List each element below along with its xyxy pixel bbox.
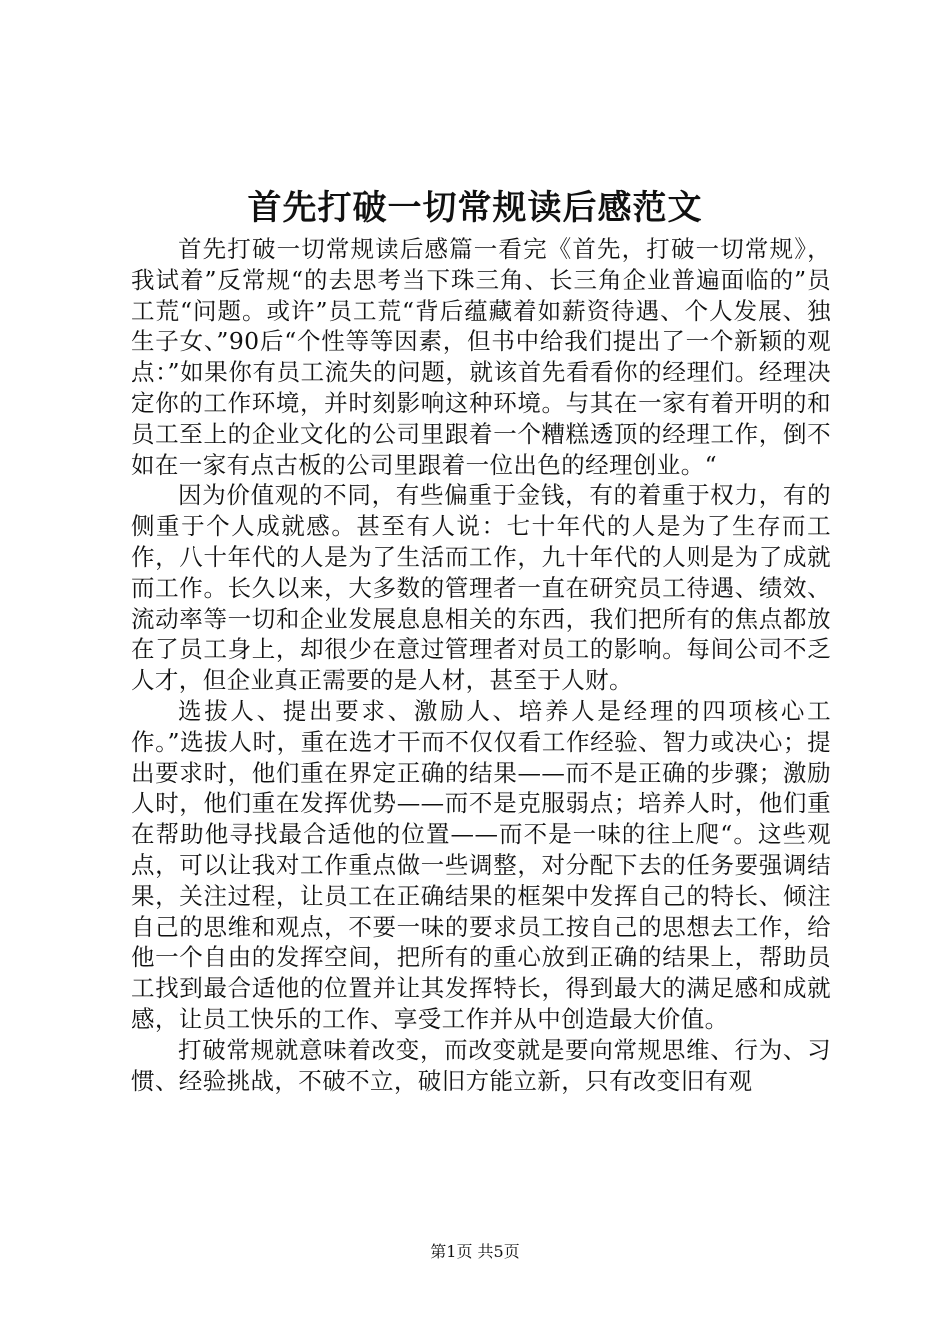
article-body bbox=[131, 234, 831, 1096]
paragraph-1: 首先打破一切常规读后感篇一看完《首先，打破一切常规》，我试着”反常规“的去思考当下珠三角、长三角企业普遍面临的”员工荒“问题。或许”员工荒“背后蕴藏着如薪资待遇、个人发展、独生子女、”90后“个性等等因素，但书中给我们提出了一个新颖的观点：”如果你有员工流失的问题，就该首先看看你的经理们。经理决定你的工作环境，并时刻影响这种环境。与其在一家有着开明的和员工至上的企业文化的公司里跟着一个糟糕透顶的经理工作，倒不如在一家有点古板的公司里跟着一位出色的经理创业。“ bbox=[131, 235, 831, 479]
paragraph-2: 因为价值观的不同，有些偏重于金钱，有的着重于权力，有的侧重于个人成就感。甚至有人说：七十年代的人是为了生存而工作，八十年代的人是为了生活而工作，九十年代的人则是为了成就而工作。长久以来，大多数的管理者一直在研究员工待遇、绩效、流动率等一切和企业发展息息相关的东西，我们把所有的焦点都放在了员工身上，却很少在意过管理者对员工的影响。每间公司不乏人才，但企业真正需要的是人材，甚至于人财。 bbox=[131, 481, 831, 695]
page-number-footer: 第1页 共5页 bbox=[430, 1242, 520, 1261]
paragraph-3: 选拔人、提出要求、激励人、培养人是经理的四项核心工作。”选拔人时，重在选才干而不仅仅看工作经验、智力或决心；提出要求时，他们重在界定正确的结果——而不是正确的步骤；激励人时，他们重在发挥优势——而不是克服弱点；培养人时，他们重在帮助他寻找最合适他的位置——而不是一味的往上爬“。这些观点，可以让我对工作重点做一些调整，对分配下去的任务要强调结果，关注过程，让员工在正确结果的框架中发挥自己的特长、倾注自己的思维和观点，不要一味的要求员工按自己的思想去工作，给他一个自由的发挥空间，把所有的重心放到正确的结果上，帮助员工找到最合适他的位置并让其发挥特长，得到最大的满足感和成就感，让员工快乐的工作、享受工作并从中创造最大价值。 bbox=[131, 696, 831, 1033]
paragraph-4: 打破常规就意味着改变，而改变就是要向常规思维、行为、习惯、经验挑战，不破不立，破旧方能立新，只有改变旧有观 bbox=[131, 1035, 831, 1095]
page-title: 首先打破一切常规读后感范文 bbox=[247, 188, 703, 228]
